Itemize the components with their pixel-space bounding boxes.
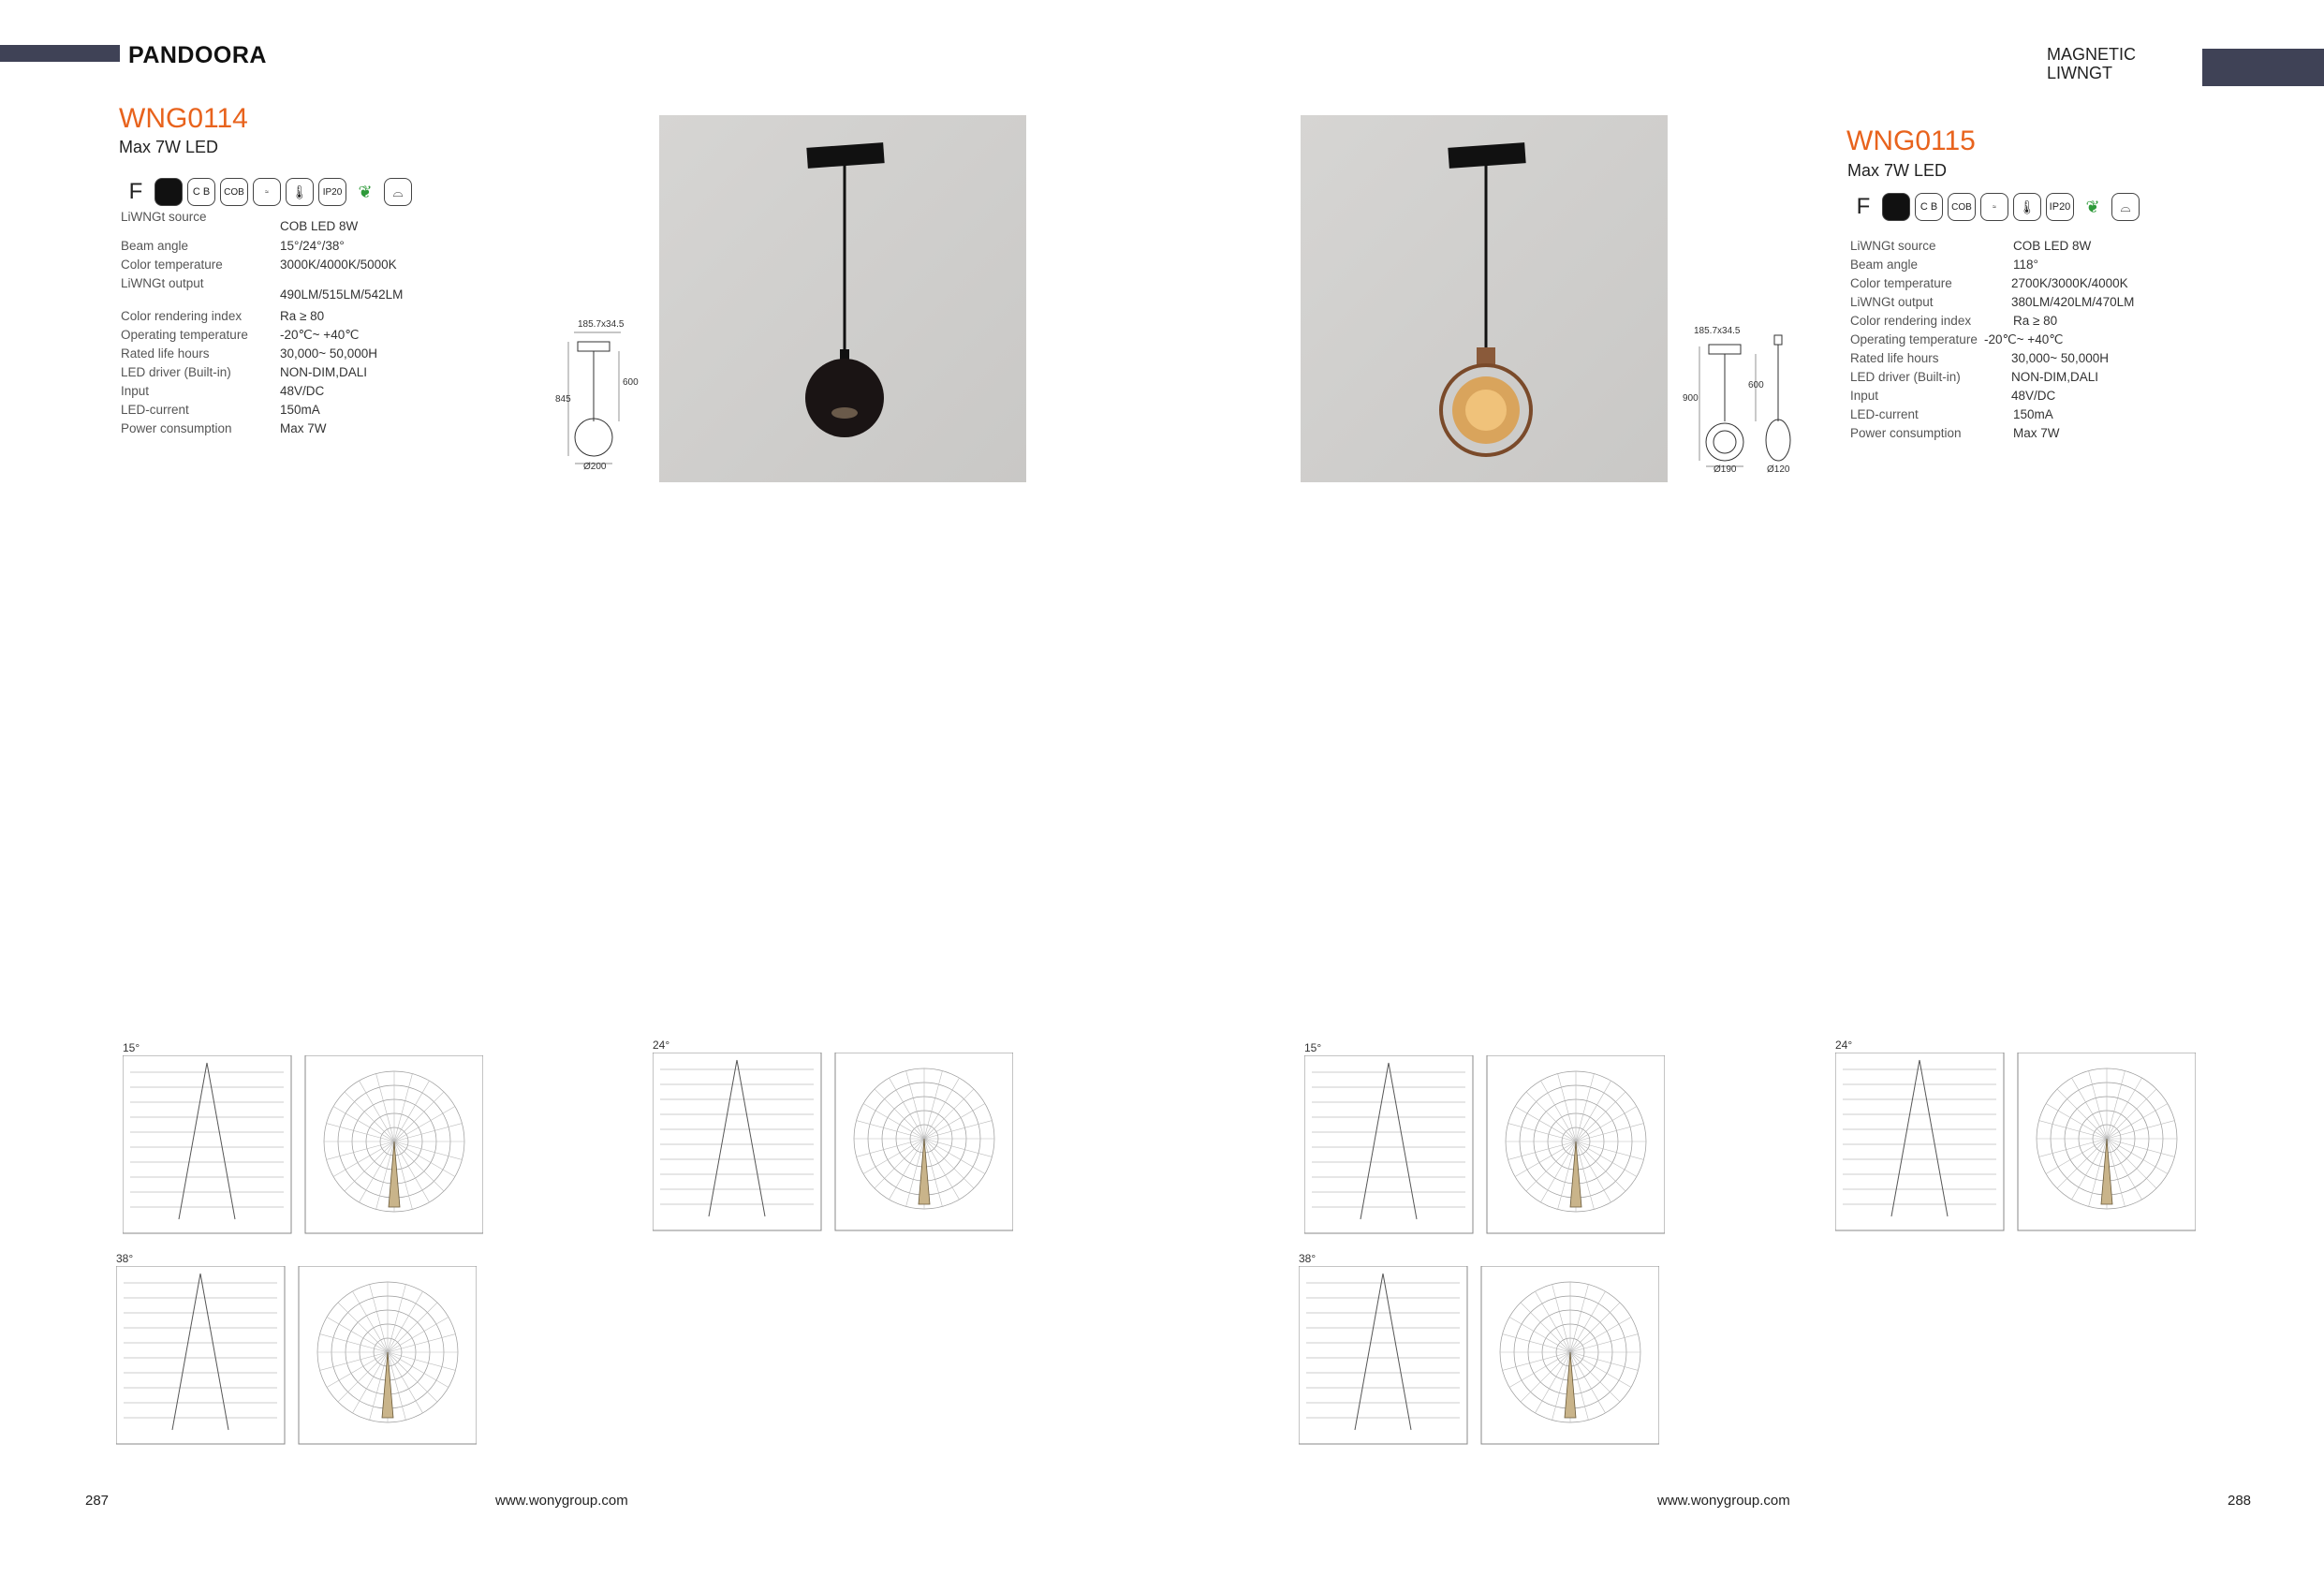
eco-icon: ❦ — [358, 182, 373, 201]
dim-diameter-label: Ø190 — [1714, 464, 1737, 475]
beam-curve — [919, 1139, 930, 1204]
cone-edge-right — [1389, 1063, 1417, 1219]
polar-spoke — [345, 1092, 394, 1141]
polar-spoke — [388, 1352, 455, 1370]
spec-key: Power consumption — [121, 421, 232, 435]
polar-spoke — [924, 1089, 974, 1139]
temperature-icon: 🌡 — [286, 178, 314, 206]
polar-spoke — [1570, 1352, 1638, 1370]
beam-curve — [1565, 1352, 1576, 1418]
polar-spoke — [2057, 1089, 2107, 1139]
polar-spoke — [388, 1352, 437, 1402]
spec-row — [1850, 295, 2159, 314]
spec-value: COB LED 8W — [280, 219, 359, 233]
polar-spoke — [2072, 1078, 2108, 1139]
polar-spoke — [1508, 1124, 1576, 1141]
header-bar-right — [2202, 49, 2324, 86]
spec-value: 30,000~ 50,000H — [280, 346, 377, 361]
spec-key: Operating temperature — [121, 328, 248, 342]
spec-key: Color rendering index — [1850, 314, 1972, 328]
polar-spoke — [1570, 1334, 1638, 1352]
polar-spoke — [924, 1139, 974, 1188]
spec-value: Ra ≥ 80 — [280, 309, 325, 323]
polar-spoke — [1509, 1352, 1570, 1388]
cone-edge-left — [1361, 1063, 1389, 1219]
photometric-svg — [116, 1266, 477, 1458]
polar-spoke — [388, 1291, 423, 1352]
spec-value: COB LED 8W — [2013, 239, 2092, 253]
class-f-icon: F — [1856, 194, 1871, 219]
right-spec-table — [1850, 239, 2159, 445]
polar-spoke — [388, 1285, 405, 1352]
polar-spoke — [1576, 1124, 1643, 1141]
polar-spoke — [2039, 1121, 2107, 1139]
polar-spoke — [388, 1352, 423, 1413]
ip20-icon: IP20 — [318, 178, 346, 206]
spec-row — [1850, 239, 2159, 258]
polar-spoke — [1552, 1285, 1570, 1352]
polar-spoke — [906, 1071, 924, 1139]
polar-spoke — [1558, 1074, 1576, 1141]
ip20-icon: IP20 — [2046, 193, 2074, 221]
polar-spoke — [345, 1141, 394, 1191]
polar-spoke — [388, 1318, 449, 1353]
left-pendant-svg — [659, 115, 1026, 482]
spec-key: Input — [1850, 389, 1879, 403]
dim-diameter-label: Ø200 — [583, 462, 607, 472]
lamp-shape-icon: ⌓ — [384, 178, 412, 206]
spec-key: Color temperature — [121, 258, 223, 272]
spec-row — [1850, 389, 2159, 407]
dim-cable-label: 600 — [623, 377, 639, 388]
spec-key: Beam angle — [1850, 258, 1919, 272]
polar-spoke — [1526, 1092, 1576, 1141]
polar-spoke — [394, 1074, 412, 1141]
spec-row — [1850, 370, 2159, 389]
spec-value: -20℃~ +40℃ — [280, 328, 360, 342]
polar-spoke — [924, 1071, 942, 1139]
polar-spoke — [875, 1089, 924, 1139]
spec-value: -20℃~ +40℃ — [1984, 332, 2064, 346]
photometric-svg — [653, 1053, 1013, 1245]
spec-row — [1850, 351, 2159, 370]
spec-row — [121, 421, 420, 440]
left-spec-table — [121, 210, 420, 440]
beam-curve — [1570, 1141, 1581, 1207]
beam-label-38-left: 38° — [116, 1252, 134, 1265]
beam-label-24-right: 24° — [1835, 1038, 1853, 1052]
polar-spoke — [327, 1318, 388, 1353]
dimmer-icon: ≈ — [1980, 193, 2008, 221]
polar-spoke — [376, 1074, 394, 1141]
polar-spoke — [1570, 1352, 1631, 1388]
spec-key: LiWNGt output — [1850, 295, 1934, 309]
polar-spoke — [1541, 1141, 1577, 1202]
spec-key: Rated life hours — [1850, 351, 1939, 365]
polar-spoke — [1541, 1081, 1577, 1141]
spec-row — [121, 384, 420, 403]
cone-edge-right — [1383, 1274, 1411, 1430]
photometric-38-right — [1299, 1266, 1659, 1463]
dim-cable-label: 600 — [1748, 380, 1764, 390]
beam-label-24-left: 24° — [653, 1038, 670, 1052]
right-pendant-svg — [1301, 115, 1668, 482]
cone-edge-left — [1355, 1274, 1383, 1430]
footer-url-left[interactable]: www.wonygroup.com — [495, 1493, 628, 1509]
spec-value: 48V/DC — [2011, 389, 2056, 403]
spec-value: Ra ≥ 80 — [2013, 314, 2058, 328]
spec-row — [121, 309, 420, 328]
polar-spoke — [1576, 1092, 1625, 1141]
spec-row — [1850, 332, 2159, 351]
polar-spoke — [2089, 1071, 2107, 1139]
spec-value: Max 7W — [2013, 426, 2060, 440]
spec-value: 15°/24°/38° — [280, 239, 345, 253]
polar-spoke — [388, 1352, 449, 1388]
left-icon-row — [122, 178, 412, 206]
polar-spoke — [857, 1139, 924, 1156]
spec-row — [1850, 276, 2159, 295]
polar-spoke — [394, 1141, 430, 1202]
beam-label-15-right: 15° — [1304, 1041, 1322, 1054]
spec-key: Beam angle — [121, 239, 189, 253]
polar-spoke — [388, 1334, 455, 1352]
polar-spoke — [1576, 1141, 1625, 1191]
spec-value: 2700K/3000K/4000K — [2011, 276, 2128, 290]
spec-value: Max 7W — [280, 421, 327, 435]
spec-value: 380LM/420LM/470LM — [2011, 295, 2135, 309]
left-product-photo — [659, 115, 1026, 482]
cone-edge-right — [737, 1060, 765, 1216]
polar-spoke — [394, 1107, 455, 1142]
polar-spoke — [2057, 1139, 2107, 1188]
polar-spoke — [863, 1104, 924, 1140]
polar-spoke — [1570, 1303, 1620, 1352]
spec-value: 118° — [2013, 258, 2038, 272]
polar-spoke — [338, 1303, 388, 1352]
polar-spoke — [1503, 1334, 1570, 1352]
photometric-svg — [1835, 1053, 2196, 1245]
polar-spoke — [320, 1334, 388, 1352]
dim-top-label: 185.7x34.5 — [1694, 326, 1741, 336]
cob-icon: COB — [220, 178, 248, 206]
cone-table-frame — [123, 1055, 291, 1233]
polar-spoke — [394, 1141, 444, 1191]
polar-spoke — [338, 1352, 388, 1402]
right-dimension-drawing — [1681, 328, 1798, 478]
polar-spoke — [1576, 1074, 1594, 1141]
polar-spoke — [394, 1124, 462, 1141]
polar-spoke — [327, 1352, 388, 1388]
spec-key: Power consumption — [1850, 426, 1962, 440]
polar-spoke — [924, 1104, 985, 1140]
polar-spoke — [890, 1078, 925, 1139]
spec-key: LED driver (Built-in) — [121, 365, 231, 379]
cone-edge-right — [207, 1063, 235, 1219]
cob-icon: COB — [1948, 193, 1976, 221]
cone-table-frame — [116, 1266, 285, 1444]
spec-row — [121, 210, 420, 233]
spec-key: Rated life hours — [121, 346, 210, 361]
spec-value: 150mA — [2013, 407, 2053, 421]
polar-spoke — [2107, 1104, 2168, 1140]
photometric-24-left — [653, 1053, 1013, 1249]
polar-spoke — [1570, 1291, 1606, 1352]
cone-table-frame — [653, 1053, 821, 1230]
dim-height-label: 845 — [555, 394, 571, 405]
dim-diameter-2-label: Ø120 — [1767, 464, 1790, 475]
polar-spoke — [2039, 1139, 2107, 1156]
polar-spoke — [924, 1139, 985, 1174]
polar-spoke — [353, 1352, 389, 1413]
beam-curve — [389, 1141, 400, 1207]
polar-spoke — [890, 1139, 925, 1200]
cone-edge-right — [1920, 1060, 1948, 1216]
spec-row — [1850, 426, 2159, 445]
polar-spoke — [2107, 1139, 2156, 1188]
cone-edge-right — [200, 1274, 228, 1430]
photometric-24-right — [1835, 1053, 2196, 1249]
beam-curve — [2101, 1139, 2112, 1204]
spec-key: LED-current — [1850, 407, 1919, 421]
black-finish-icon — [154, 178, 183, 206]
polar-spoke — [333, 1107, 394, 1142]
polar-spoke — [327, 1141, 394, 1159]
polar-spoke — [1536, 1352, 1571, 1413]
spec-key: LiWNGt source — [1850, 239, 1936, 253]
polar-spoke — [875, 1139, 924, 1188]
polar-spoke — [320, 1352, 388, 1370]
header-bar-left — [0, 45, 120, 62]
spec-key: Input — [121, 384, 150, 398]
spec-key: LED-current — [121, 403, 189, 417]
spec-key: Color rendering index — [121, 309, 243, 323]
polar-spoke — [394, 1141, 455, 1177]
polar-spoke — [924, 1121, 992, 1139]
page-number-left: 287 — [85, 1493, 110, 1509]
polar-spoke — [2107, 1139, 2174, 1156]
polar-spoke — [1515, 1141, 1576, 1177]
polar-spoke — [370, 1285, 388, 1352]
polar-spoke — [360, 1081, 395, 1141]
spec-row — [121, 239, 420, 258]
cone-table-frame — [1299, 1266, 1467, 1444]
left-power-label: Max 7W LED — [119, 138, 219, 156]
temperature-icon: 🌡 — [2013, 193, 2041, 221]
spec-row — [121, 346, 420, 365]
polar-spoke — [1570, 1352, 1606, 1413]
spec-row — [1850, 314, 2159, 332]
polar-spoke — [360, 1141, 395, 1202]
polar-spoke — [1521, 1352, 1570, 1402]
spec-value: 30,000~ 50,000H — [2011, 351, 2109, 365]
photometric-38-left — [116, 1266, 477, 1463]
polar-spoke — [924, 1139, 960, 1200]
photometric-svg — [1299, 1266, 1659, 1458]
cone-edge-left — [709, 1060, 737, 1216]
polar-spoke — [394, 1141, 462, 1159]
left-dimension-drawing — [548, 319, 651, 473]
spec-value: 490LM/515LM/542LM — [280, 287, 404, 302]
polar-spoke — [857, 1121, 924, 1139]
cone-table-frame — [1835, 1053, 2004, 1230]
category-line-2: LIWNGT — [2047, 64, 2112, 82]
polar-spoke — [1576, 1141, 1643, 1159]
spec-row — [1850, 258, 2159, 276]
polar-spoke — [333, 1141, 394, 1177]
spec-row — [121, 328, 420, 346]
spec-key: Color temperature — [1850, 276, 1952, 290]
polar-spoke — [1503, 1352, 1570, 1370]
polar-spoke — [1570, 1352, 1620, 1402]
spec-value: 48V/DC — [280, 384, 325, 398]
spec-value: 150mA — [280, 403, 320, 417]
polar-spoke — [1576, 1081, 1611, 1141]
photometric-svg — [1304, 1055, 1665, 1247]
polar-spoke — [1508, 1141, 1576, 1159]
spec-row — [121, 365, 420, 384]
polar-spoke — [863, 1139, 924, 1174]
polar-spoke — [1521, 1303, 1570, 1352]
cone-edge-left — [172, 1274, 200, 1430]
brand-name: PANDOORA — [128, 42, 267, 68]
polar-spoke — [1576, 1141, 1637, 1177]
beam-curve — [382, 1352, 393, 1418]
spec-row — [1850, 407, 2159, 426]
polar-spoke — [2107, 1121, 2174, 1139]
polar-spoke — [1536, 1291, 1571, 1352]
spec-row — [121, 276, 420, 302]
polar-spoke — [394, 1092, 444, 1141]
polar-spoke — [1515, 1107, 1576, 1142]
polar-spoke — [1526, 1141, 1576, 1191]
left-model-title: WNG0114 — [119, 103, 248, 134]
spec-key: LiWNGt output — [121, 276, 204, 290]
polar-spoke — [1509, 1318, 1570, 1353]
photometric-15-left — [123, 1055, 483, 1252]
polar-spoke — [924, 1078, 960, 1139]
polar-spoke — [2046, 1104, 2107, 1140]
right-model-title: WNG0115 — [1846, 125, 1976, 156]
black-finish-icon — [1882, 193, 1910, 221]
polar-spoke — [2107, 1139, 2168, 1174]
polar-spoke — [394, 1081, 430, 1141]
cone-edge-left — [1891, 1060, 1920, 1216]
polar-spoke — [2046, 1139, 2107, 1174]
polar-spoke — [2107, 1139, 2142, 1200]
category-line-1: MAGNETIC — [2047, 45, 2137, 64]
category-label — [2047, 45, 2136, 82]
dim-top-label: 185.7x34.5 — [578, 319, 625, 330]
polar-spoke — [2107, 1071, 2125, 1139]
photometric-svg — [123, 1055, 483, 1247]
spec-key: LiWNGt source — [121, 210, 207, 224]
dim-height-label: 900 — [1683, 393, 1699, 404]
beam-label-38-right: 38° — [1299, 1252, 1316, 1265]
spec-value: 3000K/4000K/5000K — [280, 258, 397, 272]
polar-spoke — [1576, 1141, 1611, 1202]
dimmer-icon: ≈ — [253, 178, 281, 206]
spec-value: NON-DIM,DALI — [2011, 370, 2099, 384]
polar-spoke — [353, 1291, 389, 1352]
beam-label-15-left: 15° — [123, 1041, 140, 1054]
lamp-shape-icon: ⌓ — [2111, 193, 2140, 221]
page-number-right: 288 — [2228, 1493, 2252, 1509]
polar-spoke — [388, 1303, 437, 1352]
spec-key: LED driver (Built-in) — [1850, 370, 1961, 384]
spec-row — [121, 403, 420, 421]
polar-spoke — [1570, 1318, 1631, 1353]
right-power-label: Max 7W LED — [1847, 161, 1948, 180]
polar-spoke — [2107, 1089, 2156, 1139]
spec-row — [121, 258, 420, 276]
cone-table-frame — [1304, 1055, 1473, 1233]
polar-spoke — [2072, 1139, 2108, 1200]
right-product-photo — [1301, 115, 1668, 482]
polar-spoke — [1570, 1285, 1588, 1352]
cb-icon: C B — [1915, 193, 1943, 221]
polar-spoke — [2107, 1078, 2142, 1139]
polar-spoke — [327, 1124, 394, 1141]
cone-edge-left — [179, 1063, 207, 1219]
cb-icon: C B — [187, 178, 215, 206]
class-f-icon: F — [128, 179, 143, 204]
footer-url-right[interactable]: www.wonygroup.com — [1657, 1493, 1790, 1509]
right-icon-row — [1849, 193, 2140, 221]
photometric-15-right — [1304, 1055, 1665, 1252]
spec-value: NON-DIM,DALI — [280, 365, 368, 379]
polar-spoke — [1576, 1107, 1637, 1142]
eco-icon: ❦ — [2085, 197, 2100, 216]
spec-key: Operating temperature — [1850, 332, 1978, 346]
polar-spoke — [924, 1139, 992, 1156]
